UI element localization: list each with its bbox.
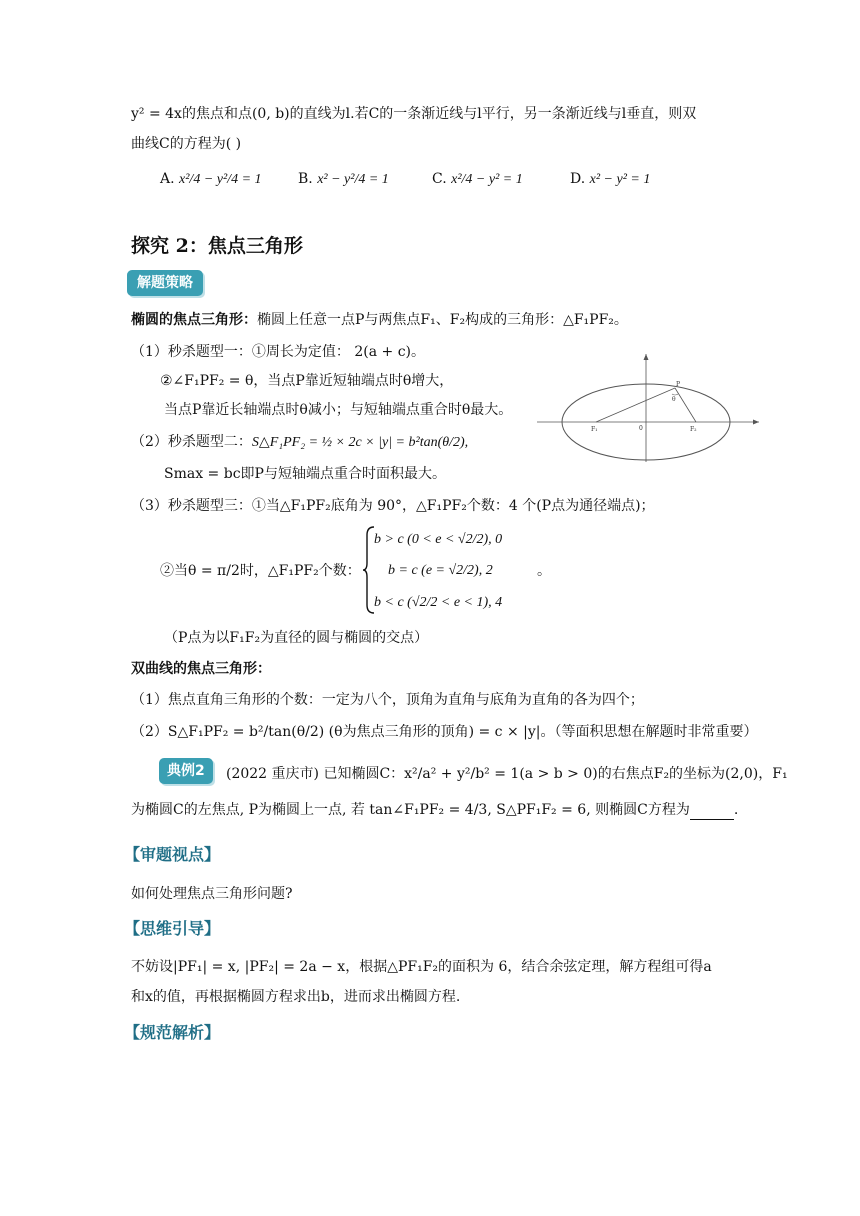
label-p: P <box>676 381 681 388</box>
case-2: b = c (e = √2/2), 2 <box>388 563 493 578</box>
item3c: （P点为以F₁F₂为直径的圆与椭圆的交点） <box>164 630 429 646</box>
label-f2: F₂ <box>690 426 697 433</box>
item2a: （2）秒杀题型二：S△F₁PF₂ = ½ × 2c × |y| = b²tan(θ/2), <box>131 434 469 450</box>
item2b: Smax = bc即P与短轴端点重合时面积最大。 <box>164 466 446 482</box>
item1c: 当点P靠近长轴端点时θ减小；与短轴端点重合时θ最大。 <box>164 402 513 418</box>
label-theta: θ <box>672 396 676 403</box>
review-text: 如何处理焦点三角形问题? <box>131 886 293 902</box>
cases-end: 。 <box>537 563 551 579</box>
guide-title: 【思维引导】 <box>124 919 221 938</box>
hyper-title: 双曲线的焦点三角形： <box>131 661 271 677</box>
answer-blank <box>690 805 734 820</box>
item3a: （3）秒杀题型三：①当△F₁PF₂底角为 90°，△F₁PF₂个数：4 个(P点为通径端点)； <box>131 498 655 514</box>
case-1: b > c (0 < e < √2/2), 0 <box>374 532 503 547</box>
guide-line2: 和x的值，再根据椭圆方程求出b，进而求出椭圆方程. <box>131 989 461 1005</box>
strategy-badge: 解题策略 <box>127 270 203 296</box>
example-line1: (2022 重庆市) 已知椭圆C：x²/a² + y²/b² = 1(a > b > 0)的右焦点F₂的坐标为(2,0)，F₁ <box>226 766 788 782</box>
example-line2: 为椭圆C的左焦点, P为椭圆上一点, 若 tan∠F₁PF₂ = 4/3, S△PF₁F₂ = 6, 则椭圆C方程为 . <box>131 802 739 818</box>
example-badge: 典例2 <box>159 758 213 784</box>
option-c: C. x²/4 − y² = 1 <box>432 171 523 187</box>
item1b: ②∠F₁PF₂ = θ，当点P靠近短轴端点时θ增大， <box>160 373 454 389</box>
review-title: 【审题视点】 <box>124 845 221 864</box>
guide-line1: 不妨设|PF₁| = x, |PF₂| = 2a − x，根据△PF₁F₂的面积为 6，结合余弦定理，解方程组可得a <box>131 959 712 975</box>
solution-title: 【规范解析】 <box>124 1023 221 1042</box>
hyper2: （2）S△F₁PF₂ = b²/tan(θ/2) (θ为焦点三角形的顶角) = c × |y|。（等面积思想在解题时非常重要） <box>131 724 758 740</box>
label-origin: 0 <box>639 425 643 432</box>
problem1-line1: y² = 4x的焦点和点(0, b)的直线为l.若C的一条渐近线与l平行，另一条渐近线与l垂直，则双 <box>131 106 697 122</box>
option-a: A. x²/4 − y²/4 = 1 <box>160 171 262 187</box>
section-heading: 探究 2：焦点三角形 <box>131 235 303 257</box>
item3b: ②当θ = π/2时，△F₁PF₂个数： <box>160 563 361 579</box>
hyper1: （1）焦点直角三角形的个数：一定为八个，顶角为直角与底角为直角的各为四个； <box>131 692 644 708</box>
ellipse-figure <box>533 350 763 468</box>
option-b: B. x² − y²/4 = 1 <box>298 171 389 187</box>
label-f1: F₁ <box>591 426 598 433</box>
item1a: （1）秒杀题型一：①周长为定值： 2(a + c)。 <box>131 344 426 360</box>
ellipse-intro: 椭圆的焦点三角形：椭圆上任意一点P与两焦点F₁、F₂构成的三角形：△F₁PF₂。 <box>131 312 628 328</box>
problem1-line2: 曲线C的方程为( ) <box>131 136 242 152</box>
option-d: D. x² − y² = 1 <box>570 171 651 187</box>
case-3: b < c (√2/2 < e < 1), 4 <box>374 595 503 610</box>
